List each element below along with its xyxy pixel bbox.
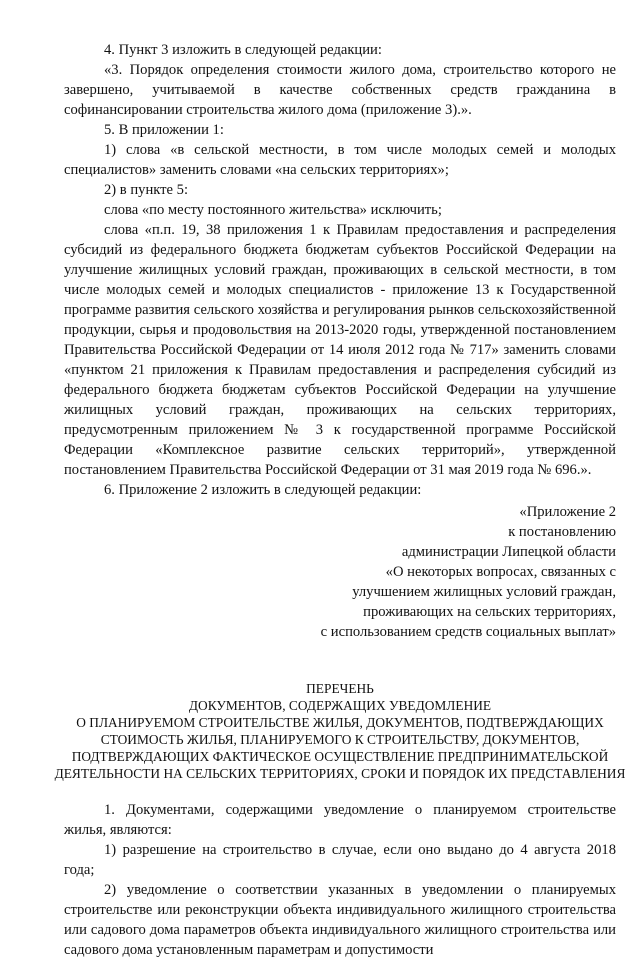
paragraph: 2) уведомление о соответствии указанных в уведомлении о планируемых строительстве или реконструкции объекта индивидуального жилищного строительства или садового дома параметров объекта индивидуального жилищного строительства или садового дома установленным параметрам и допустимости (64, 882, 616, 958)
heading-line: ПОДТВЕРЖДАЮЩИХ ФАКТИЧЕСКОЕ ОСУЩЕСТВЛЕНИЕ ПРЕДПРИНИМАТЕЛЬСКОЙ (71, 749, 609, 764)
paragraph: 2) в пункте 5: (104, 182, 189, 198)
heading-line: СТОИМОСТЬ ЖИЛЬЯ, ПЛАНИРУЕМОГО К СТРОИТЕЛЬСТВУ, ДОКУМЕНТОВ, (100, 732, 580, 747)
spacer (64, 642, 616, 680)
approval-line: администрации Липецкой области (401, 544, 616, 560)
document-heading (54, 680, 626, 782)
approval-line: проживающих на сельских территориях, (363, 604, 616, 620)
heading-line: ПЕРЕЧЕНЬ (306, 681, 374, 696)
paragraph: 1) слова «в сельской местности, в том числе молодых семей и молодых специалистов» заменить словами «на сельских территориях»; (64, 142, 616, 178)
approval-line: «О некоторых вопросах, связанных с (385, 564, 616, 580)
paragraph: 6. Приложение 2 изложить в следующей редакции: (104, 482, 422, 498)
approval-line: с использованием средств социальных выплат» (320, 624, 616, 640)
heading-line: О ПЛАНИРУЕМОМ СТРОИТЕЛЬСТВЕ ЖИЛЬЯ, ДОКУМЕНТОВ, ПОДТВЕРЖДАЮЩИХ (76, 715, 604, 730)
paragraph: 1. Документами, содержащими уведомление о планируемом строительстве жилья, являются: (64, 802, 616, 838)
paragraph: 4. Пункт 3 изложить в следующей редакции: (104, 42, 382, 58)
approval-block (64, 502, 616, 642)
paragraph: слова «по месту постоянного жительства» исключить; (104, 202, 442, 218)
heading-line: ДОКУМЕНТОВ, СОДЕРЖАЩИХ УВЕДОМЛЕНИЕ (188, 698, 492, 713)
paragraph: 1) разрешение на строительство в случае, если оно выдано до 4 августа 2018 года; (64, 842, 616, 878)
approval-line: к постановлению (508, 524, 616, 540)
heading-line: ДЕЯТЕЛЬНОСТИ НА СЕЛЬСКИХ ТЕРРИТОРИЯХ, СРОКИ И ПОРЯДОК ИХ ПРЕДСТАВЛЕНИЯ (54, 766, 626, 781)
list-section (64, 800, 616, 960)
amendment-section (64, 40, 616, 500)
approval-line: «Приложение 2 (519, 504, 616, 520)
approval-line: улучшением жилищных условий граждан, (352, 584, 616, 600)
spacer (64, 782, 616, 800)
paragraph: слова «п.п. 19, 38 приложения 1 к Правилам предоставления и распределения субсидий из федерального бюджета бюджетам субъектов Российской Федерации на улучшение жилищных условий граждан, проживающих в сельской местности, в том числе молодых семей и молодых специалистов - приложение 13 к Государственной программе развития сельского хозяйства и регулирования рынков сельскохозяйственной продукции, сырья и продовольствия на 2013-2020 годы, утвержденной постановлением Правительства Российской Федерации от 14 июля 2012 года № 717» заменить словами «пунктом 21 приложения к Правилам предоставления и распределения субсидий из федерального бюджета бюджетам субъектов Российской Федерации на улучшение жилищных условий граждан, проживающих на сельских территориях, предусмотренным приложением № 3 к государственной программе Российской Федерации «Комплексное развитие сельских территорий», утвержденной постановлением Правительства Российской Федерации от 31 мая 2019 года № 696.». (64, 222, 616, 478)
paragraph: «3. Порядок определения стоимости жилого дома, строительство которого не завершено, учитываемой в качестве собственных средств гражданина в софинансировании строительства жилого дома (приложение 3).». (64, 62, 616, 118)
paragraph: 5. В приложении 1: (104, 122, 224, 138)
